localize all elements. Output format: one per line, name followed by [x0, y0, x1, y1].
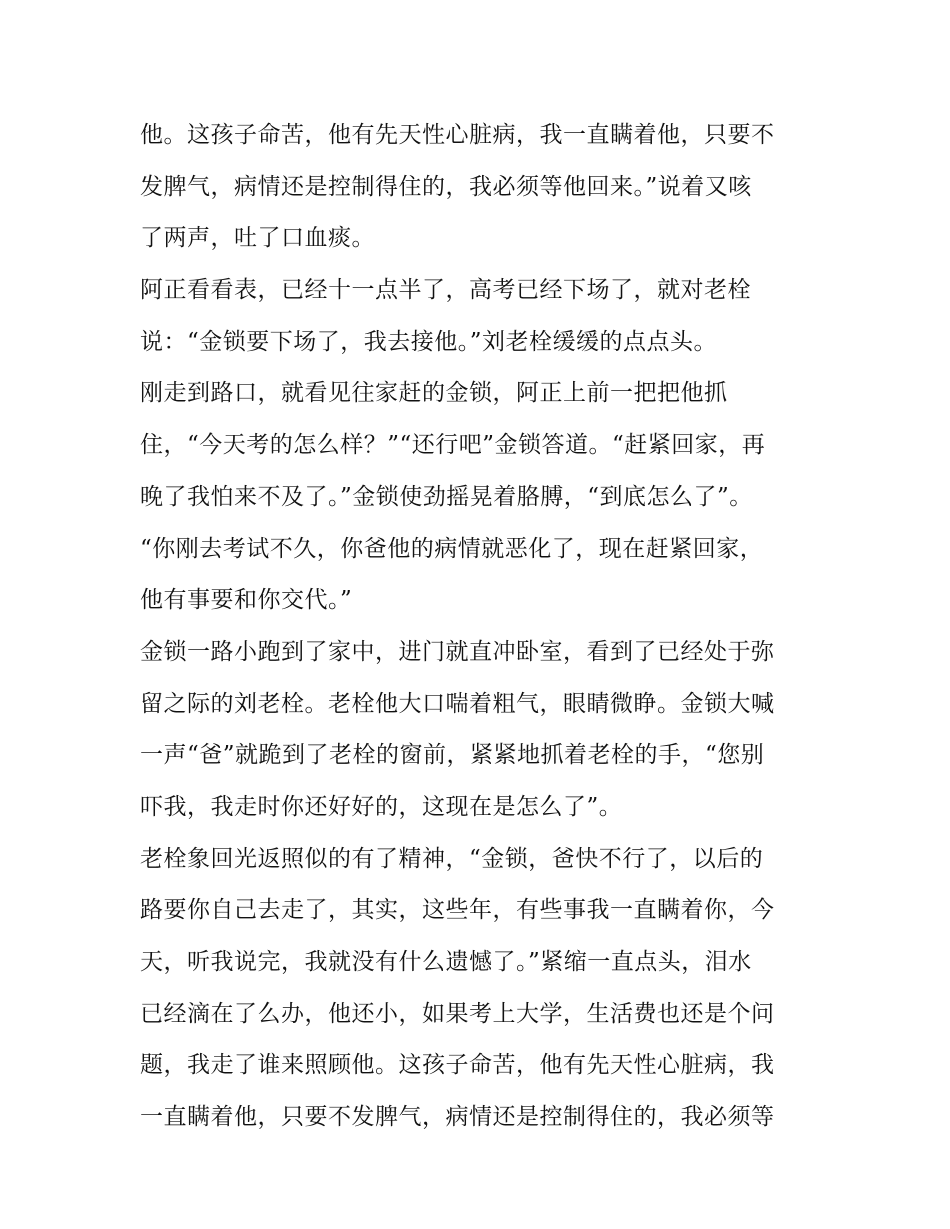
- body-text: [140, 110, 820, 1144]
- text-line: 天，听我说完，我就没有什么遗憾了。”紧缩一直点头，泪水: [140, 949, 752, 975]
- text-line: 晚了我怕来不及了。”金锁使劲摇晃着胳膊，“到底怎么了”。: [140, 483, 753, 510]
- text-line: 一声“爸”就跪到了老栓的窗前，紧紧地抓着老栓的手，“您别: [140, 742, 765, 769]
- text-line: 金锁一路小跑到了家中，进门就直冲卧室，看到了已经处于弥: [140, 638, 775, 665]
- text-line: 老栓象回光返照似的有了精神，“金锁，爸快不行了，以后的: [140, 845, 764, 872]
- text-line: 阿正看看表，已经十一点半了，高考已经下场了，就对老栓: [140, 277, 751, 304]
- text-line: 他。这孩子命苦，他有先天性心脏病，我一直瞒着他，只要不: [140, 122, 775, 148]
- text-line: “你刚去考试不久，你爸他的病情就恶化了，现在赶紧回家，: [140, 535, 764, 562]
- text-line: 路要你自己去走了，其实，这些年，有些事我一直瞒着你，今: [140, 897, 775, 924]
- text-line: 刚走到路口，就看见往家赶的金锁，阿正上前一把把他抓: [140, 380, 728, 407]
- text-line: 说：“金锁要下场了，我去接他。”刘老栓缓缓的点点头。: [140, 328, 718, 355]
- text-line: 题，我走了谁来照顾他。这孩子命苦，他有先天性心脏病，我: [140, 1052, 775, 1079]
- text-line: 一直瞒着他，只要不发脾气，病情还是控制得住的，我必须等: [140, 1104, 775, 1131]
- text-line: 发脾气，病情还是控制得住的，我必须等他回来。”说着又咳: [140, 173, 752, 200]
- text-line: 吓我，我走时你还好好的，这现在是怎么了”。: [140, 793, 623, 820]
- text-line: 他有事要和你交代。”: [140, 587, 353, 614]
- text-line: 了两声，吐了口血痰。: [140, 225, 375, 252]
- text-line: 留之际的刘老栓。老栓他大口喘着粗气，眼睛微睁。金锁大喊: [140, 690, 775, 717]
- text-line: 住，“今天考的怎么样？”“还行吧”金锁答道。“赶紧回家，再: [140, 432, 766, 459]
- text-line: 已经滴在了么办，他还小，如果考上大学，生活费也还是个问: [140, 1000, 775, 1027]
